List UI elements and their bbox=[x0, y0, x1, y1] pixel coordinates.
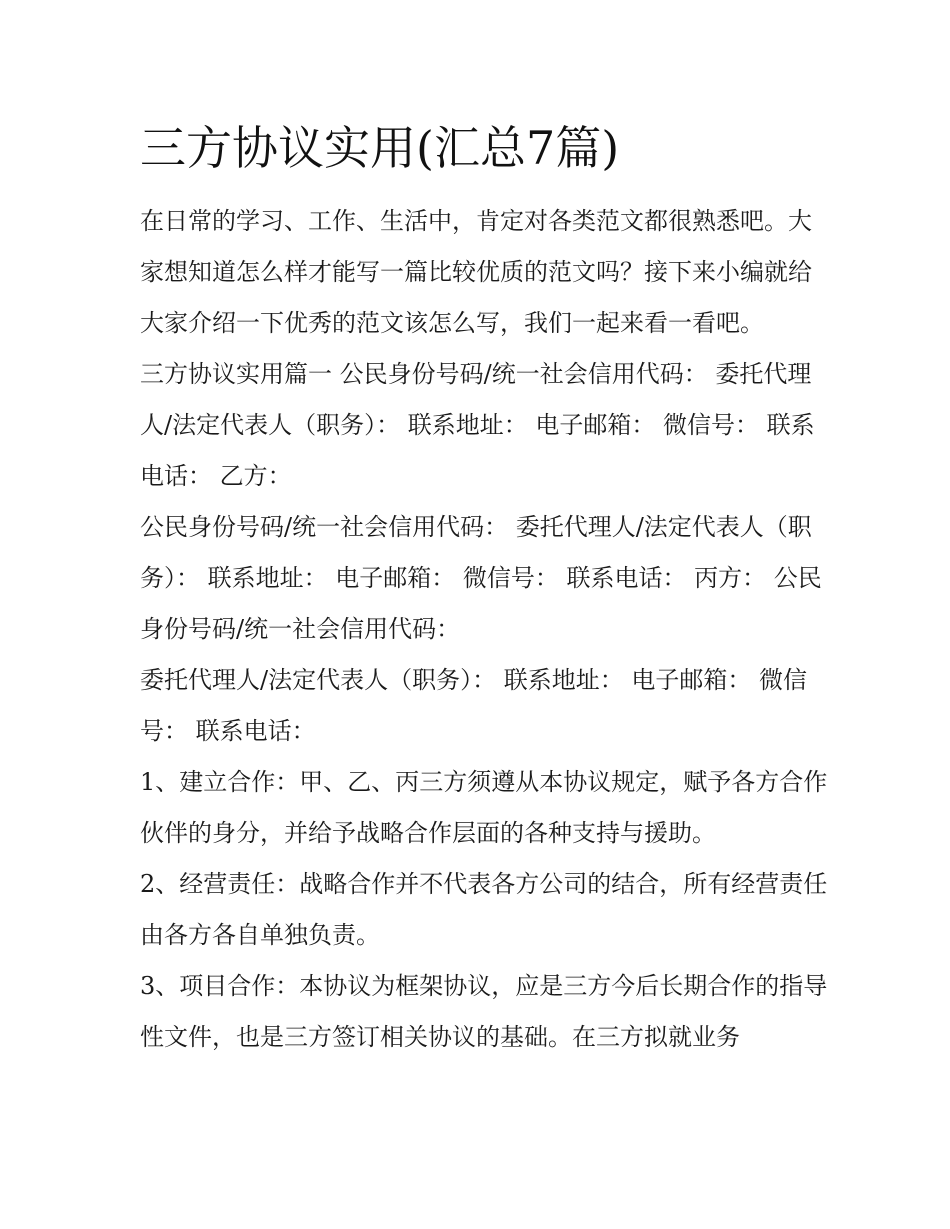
clause-1-paragraph: 1、建立合作：甲、乙、丙三方须遵从本协议规定，赋予各方合作伙伴的身分，并给予战略合作层面的各种支持与援助。 bbox=[140, 768, 828, 847]
party-a-paragraph: 三方协议实用篇一 公民身份号码/统一社会信用代码： 委托代理人/法定代表人（职务）： 联系地址： 电子邮箱： 微信号： 联系电话： 乙方： bbox=[140, 360, 815, 490]
party-c-paragraph: 委托代理人/法定代表人（职务）： 联系地址： 电子邮箱： 微信号： 联系电话： bbox=[140, 666, 807, 745]
clause-2-paragraph: 2、经营责任：战略合作并不代表各方公司的结合，所有经营责任由各方各自单独负责。 bbox=[140, 870, 828, 949]
party-b-paragraph: 公民身份号码/统一社会信用代码： 委托代理人/法定代表人（职务）： 联系地址： 电子邮箱： 微信号： 联系电话： 丙方： 公民身份号码/统一社会信用代码： bbox=[140, 513, 822, 643]
document-body bbox=[140, 196, 830, 1063]
document-title: 三方协议实用(汇总7篇) bbox=[140, 121, 620, 175]
intro-paragraph: 在日常的学习、工作、生活中，肯定对各类范文都很熟悉吧。大家想知道怎么样才能写一篇比较优质的范文吗？接下来小编就给大家介绍一下优秀的范文该怎么写，我们一起来看一看吧。 bbox=[140, 207, 812, 337]
clause-3-paragraph: 3、项目合作：本协议为框架协议，应是三方今后长期合作的指导性文件，也是三方签订相关协议的基础。在三方拟就业务 bbox=[140, 972, 828, 1051]
